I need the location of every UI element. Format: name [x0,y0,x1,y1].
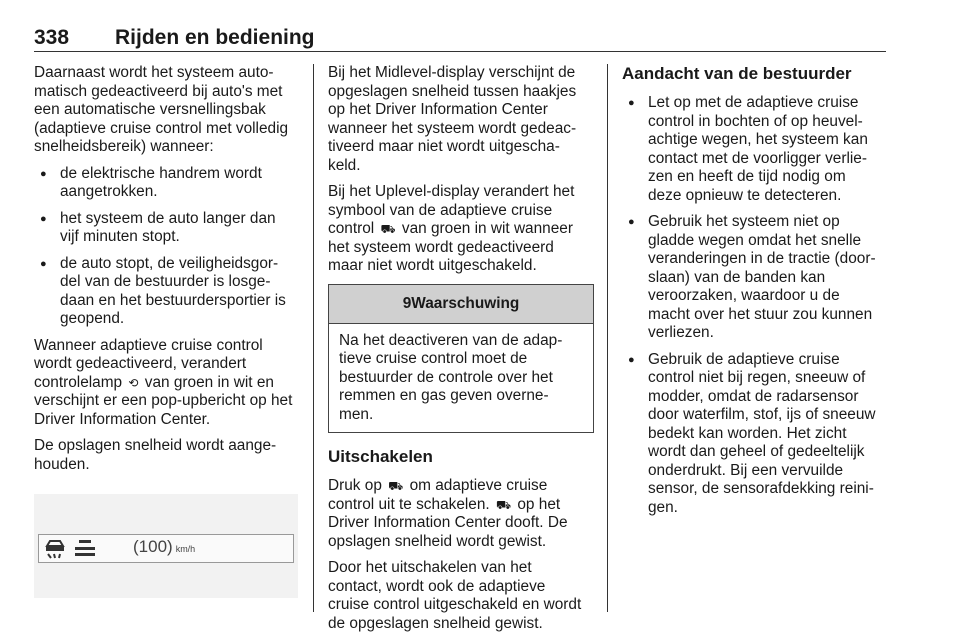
warning-title: 9Waarschuwing [329,285,593,324]
adaptive-cruise-icon: ⛟ [380,222,396,236]
warning-body: Na het deactiveren van de adap- tieve cruise control moet de bestuurder de controle over het remmen en gas geven overne- men. [339,331,563,423]
paragraph: Door het uitschakelen van het contact, wordt ook de adaptieve cruise control uitgeschakeld en wordt de opgeslagen snelheid gewist. [328,559,582,632]
list-item: ● Gebruik de adaptieve cruise control niet bij regen, sneeuw of modder, omdat de radarsensor door waterfilm, stof, ijs of sneeuw bedekt kan worden. Het zicht wordt dan geheel of gedeeltelijk onderdrukt. Bij een vervuilde sensor, de sensorafdekking reini- gen. [622,351,888,518]
adaptive-cruise-icon: ⛟ [495,497,512,512]
column-3 [622,64,888,525]
cruise-control-icon: ⟲ [128,375,139,390]
column-1 [34,64,300,598]
list-item: ● de auto stopt, de veiligheidsgor- del van de bestuurder is losge- daan en het bestuurdersportier is geopend. [34,255,300,329]
column-2 [328,64,594,641]
list-item: ● Let op met de adaptieve cruise control in bochten of op heuvel- achtige wegen, het systeem kan contact met de voorligger verlie- zen en heeft de tijd nodig om deze opnieuw te detecteren. [622,94,888,205]
driver-information-display [34,494,298,598]
bullet-list [34,165,300,329]
paragraph: Bij het Midlevel-display verschijnt de opgeslagen snelheid tussen haakjes op het Driver Information Center wanneer het systeem wordt gedeac- tiveerd maar niet wordt uitgescha- keld. [328,64,577,174]
paragraph: De opslagen snelheid wordt aange- houden. [34,437,277,473]
paragraph: Bij het Uplevel-display verandert het symbool van de adaptieve cruise control ⛟ van groen in wit wanneer het systeem wordt gedeactiveerd maar niet wordt uitgeschakeld. [328,183,575,274]
page-header [34,26,886,50]
adaptive-cruise-control-icon [43,538,67,560]
paragraph: Daarnaast wordt het systeem auto- matisch gedeactiveerd bij auto's met een automatische versnellingsbak (adaptieve cruise control met volledig snelheidsbereik) wanneer: [34,64,289,155]
chapter-title: Rijden en bediening [115,26,315,49]
speed-unit: km/h [175,544,196,554]
header-rule [34,51,886,52]
column-divider [607,64,608,612]
display-status-bar [38,534,294,563]
list-item: ● het systeem de auto langer dan vijf minuten stopt. [34,210,300,247]
adaptive-cruise-icon: ⛟ [388,479,404,493]
section-title: Aandacht van de bestuurder [622,64,852,83]
warning-box [328,284,594,434]
warning-icon: 9 [402,294,412,312]
paragraph: Druk op ⛟ om adaptieve cruise control uit te schakelen. ⛟ op het Driver Information Center dooft. De opslagen snelheid wordt gewist. [328,477,568,550]
list-item: ● Gebruik het systeem niet op gladde wegen omdat het snelle veranderingen in de tractie (door- slaan) van de banden kan veroorzaken, waardoor u de macht over het stuur zou kunnen verliezen. [622,213,888,343]
stored-speed-value: (100) [133,537,173,556]
bullet-list [622,94,888,517]
page-number: 338 [34,26,70,49]
section-title: Uitschakelen [328,447,433,466]
paragraph: Wanneer adaptieve cruise control wordt gedeactiveerd, verandert controlelamp ⟲ van groen in wit en verschijnt er een pop-upbericht op het Driver Information Center. [34,336,293,428]
list-item: ● de elektrische handrem wordt aangetrokken. [34,165,300,202]
column-divider [313,64,314,612]
following-distance-icon [73,538,97,560]
